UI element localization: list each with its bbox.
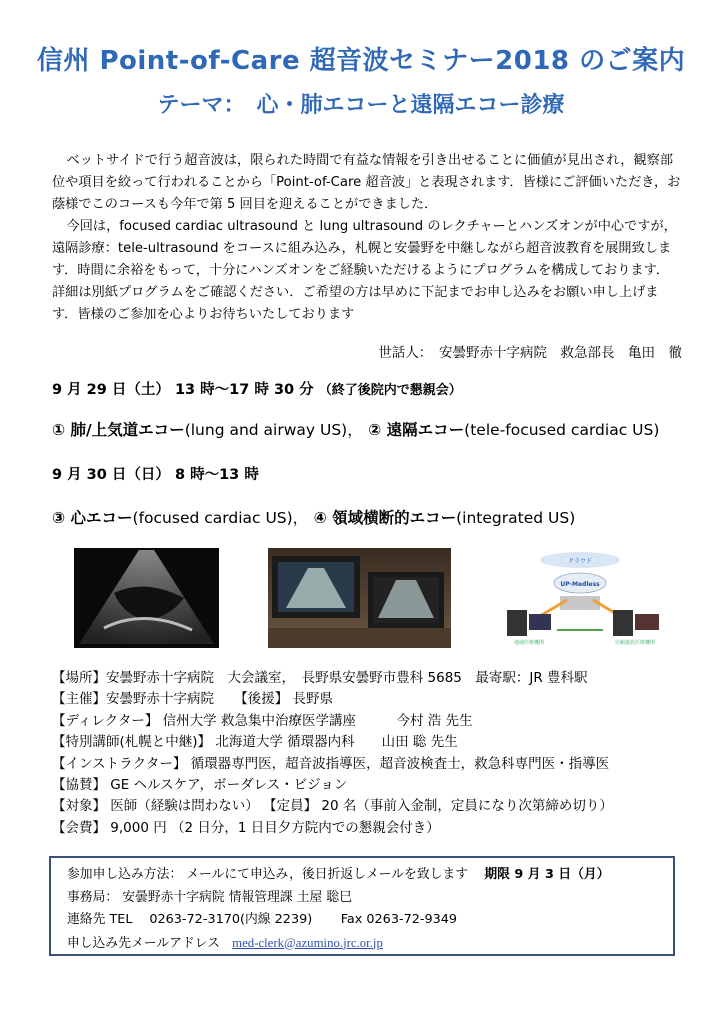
- info-fee: 【会費】 9,000 円 （2 日分，1 日目夕方院内での懇親会付き）: [52, 819, 440, 836]
- page-title: 信州 Point-of-Care 超音波セミナー2018 のご案内: [36, 46, 686, 76]
- intro-paragraph-1: ベットサイドで行う超音波は，限られた時間で有益な情報を引き出せることに価値が見出され，観察部位や項目を絞って行われることから「Point-of-Care 超音波」と表現されます．皆様にご評価いただき，お蔭様でこのコースも今年で第 5 回目を迎えることができました．: [52, 153, 681, 212]
- contact-phone-line: [67, 909, 673, 932]
- day1-note: （終了後院内で懇親会）: [318, 383, 462, 398]
- contact-tel: 連絡先 TEL 0263-72-3170(内線 2239): [67, 912, 313, 927]
- session-4-en: (integrated US): [456, 509, 576, 527]
- contact-email-label: 申し込み先メールアドレス: [67, 935, 220, 951]
- day2-date: 9 月 30 日（日） 8 時～13 時: [52, 467, 259, 483]
- contact-email-link[interactable]: med-clerk@azumino.jrc.or.jp: [232, 935, 383, 950]
- info-director: 【ディレクター】 信州大学 救急集中治療医学講座 今村 浩 先生: [52, 712, 473, 729]
- contact-office: 事務局： 安曇野赤十字病院 情報管理課 土屋 聡巳: [67, 889, 353, 905]
- network-diagram: [495, 548, 665, 648]
- day1-sessions: [52, 418, 659, 440]
- info-sponsor: 【協賛】 GE ヘルスケア，ボーダレス・ビジョン: [52, 777, 348, 794]
- day2-sessions: [52, 506, 575, 528]
- organizer-line: 世話人： 安曇野赤十字病院 救急部長 亀田 徹: [378, 345, 682, 361]
- info-venue: 【場所】安曇野赤十字病院 大会議室， 長野県安曇野市豊科 5685 最寄駅：JR 豊科駅: [52, 670, 588, 686]
- contact-box: [49, 856, 675, 956]
- session-2-en: (tele-focused cardiac US): [464, 421, 660, 439]
- ultrasound-image: [74, 548, 219, 648]
- contact-method-line: [67, 864, 673, 887]
- info-target: 【対象】 医師（経験は問わない） 【定員】 20 名（事前入金制，定員になり次第締め切り）: [52, 798, 613, 815]
- intro-text: [52, 150, 682, 326]
- info-host: 【主催】安曇野赤十字病院 【後援】 長野県: [52, 691, 334, 708]
- diagram-center-label: UP-Medless: [560, 581, 600, 588]
- contact-fax: Fax 0263-72-9349: [340, 912, 458, 927]
- info-instructor: 【インストラクター】 循環器専門医，超音波指導医，超音波検査士，救急科専門医・指導医: [52, 755, 610, 772]
- theme-subtitle: テーマ： 心・肺エコーと遠隔エコー診療: [157, 93, 565, 118]
- day1-date: [52, 378, 462, 399]
- day1-date-text: 9 月 29 日（土） 13 時～17 時 30 分: [52, 382, 314, 398]
- intro-paragraph-2: 今回は，focused cardiac ultrasound と lung ultrasound のレクチャーとハンズオンが中心ですが，遠隔診療：tele-ultrasound をコースに組み込み，札幌と安曇野を中継しながら超音波教育を展開致します．時間に余裕をもって，十分にハンズオンをご経験いただけるようにプログラムを構成しております．詳細は別紙プログラムをご確認ください．ご希望の方は早めに下記までお申し込みをお願い申し上げます．皆様のご参加を心よりお待ちいたしております: [52, 219, 677, 322]
- diagram-left-caption: 地域医療機関: [513, 640, 545, 646]
- event-info: [52, 668, 692, 839]
- diagram-cloud-label: クラウド: [567, 558, 593, 565]
- session-1-en: (lung and airway US)，: [184, 421, 363, 439]
- session-4-label: ④ 領域横断的エコー: [313, 509, 457, 527]
- info-lecturer: 【特別講師(札幌と中継)】 北海道大学 循環器内科 山田 聡 先生: [52, 734, 458, 751]
- workstation-photo: [268, 548, 451, 648]
- contact-deadline: 期限 9 月 3 日（月）: [484, 867, 610, 882]
- session-1-label: ① 肺/上気道エコー: [52, 421, 185, 439]
- contact-email-line: [67, 932, 673, 956]
- session-3-en: (focused cardiac US)，: [132, 509, 309, 527]
- diagram-right-caption: 信頼施設医療機関: [614, 640, 656, 646]
- contact-method: 参加申し込み方法： メールにて申込み，後日折返しメールを致します: [67, 867, 469, 882]
- session-2-label: ② 遠隔エコー: [368, 421, 465, 439]
- session-3-label: ③ 心エコー: [52, 509, 133, 527]
